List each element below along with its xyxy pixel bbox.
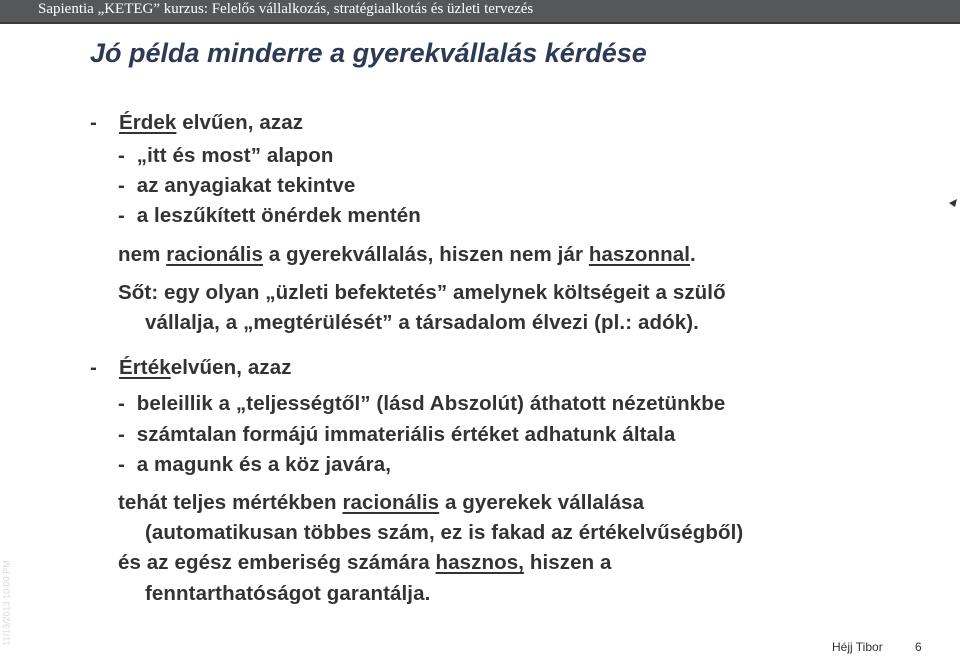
section1-heading-underlined: Érdek <box>118 111 177 134</box>
footer-page-number: 6 <box>915 640 922 654</box>
section2-conclusion-line2: (automatikusan többes szám, ez is fakad az értékelvűségből) <box>145 521 744 544</box>
section1-bullet: - <box>90 111 97 134</box>
course-header-text: Sapientia „KETEG” kurzus: Felelős vállalkozás, stratégiaalkotás és üzleti tervezés <box>38 1 534 17</box>
racionalis-underlined: racionális <box>166 243 263 266</box>
section1-subitem-3: - a leszűkített önérdek mentén <box>118 204 421 227</box>
section2-conclusion-line1: tehát teljes mértékben racionális a gyerekek vállalása <box>118 491 645 514</box>
section1-subitem-1: - „itt és most” alapon <box>118 144 334 167</box>
section1-note-line2: vállalja, a „megtérülését” a társadalom élvezi (pl.: adók). <box>145 311 699 334</box>
sidebar-date-stamp: 11/13/2013 10:00 PM <box>1 560 12 646</box>
hasznos-underlined: hasznos, <box>435 551 525 574</box>
section2-heading <box>90 356 292 380</box>
arrow-marker-icon <box>948 198 958 208</box>
section1-heading-rest: elvűen, azaz <box>176 111 304 134</box>
section2-bullet: - <box>90 356 97 379</box>
section2-conclusion-line4: fenntarthatóságot garantálja. <box>145 582 431 605</box>
slide-title: Jó példa minderre a gyerekvállalás kérdése <box>90 38 647 68</box>
section2-heading-underlined: Érték <box>118 356 171 379</box>
section2-subitem-2: - számtalan formájú immateriális értéket adhatunk általa <box>118 423 676 446</box>
slide-header-bar <box>0 0 960 24</box>
section2-subitem-3: - a magunk és a köz javára, <box>118 453 392 476</box>
haszonnal-underlined: haszonnal <box>588 243 690 266</box>
section1-note-line1: Sőt: egy olyan „üzleti befektetés” amelynek költségeit a szülő <box>118 281 726 304</box>
section1-heading <box>90 111 303 135</box>
footer-author: Héjj Tibor <box>832 640 883 654</box>
section1-conclusion: nem racionális a gyerekvállalás, hiszen nem jár haszonnal. <box>118 243 696 266</box>
section2-conclusion-line3: és az egész emberiség számára hasznos, hiszen a <box>118 551 612 574</box>
section2-subitem-1: - beleillik a „teljességtől” (lásd Abszolút) áthatott nézetünkbe <box>118 392 726 415</box>
section1-subitem-2: - az anyagiakat tekintve <box>118 174 356 197</box>
section2-heading-rest: elvűen, azaz <box>170 356 292 379</box>
racionalis-underlined-2: racionális <box>342 491 440 514</box>
